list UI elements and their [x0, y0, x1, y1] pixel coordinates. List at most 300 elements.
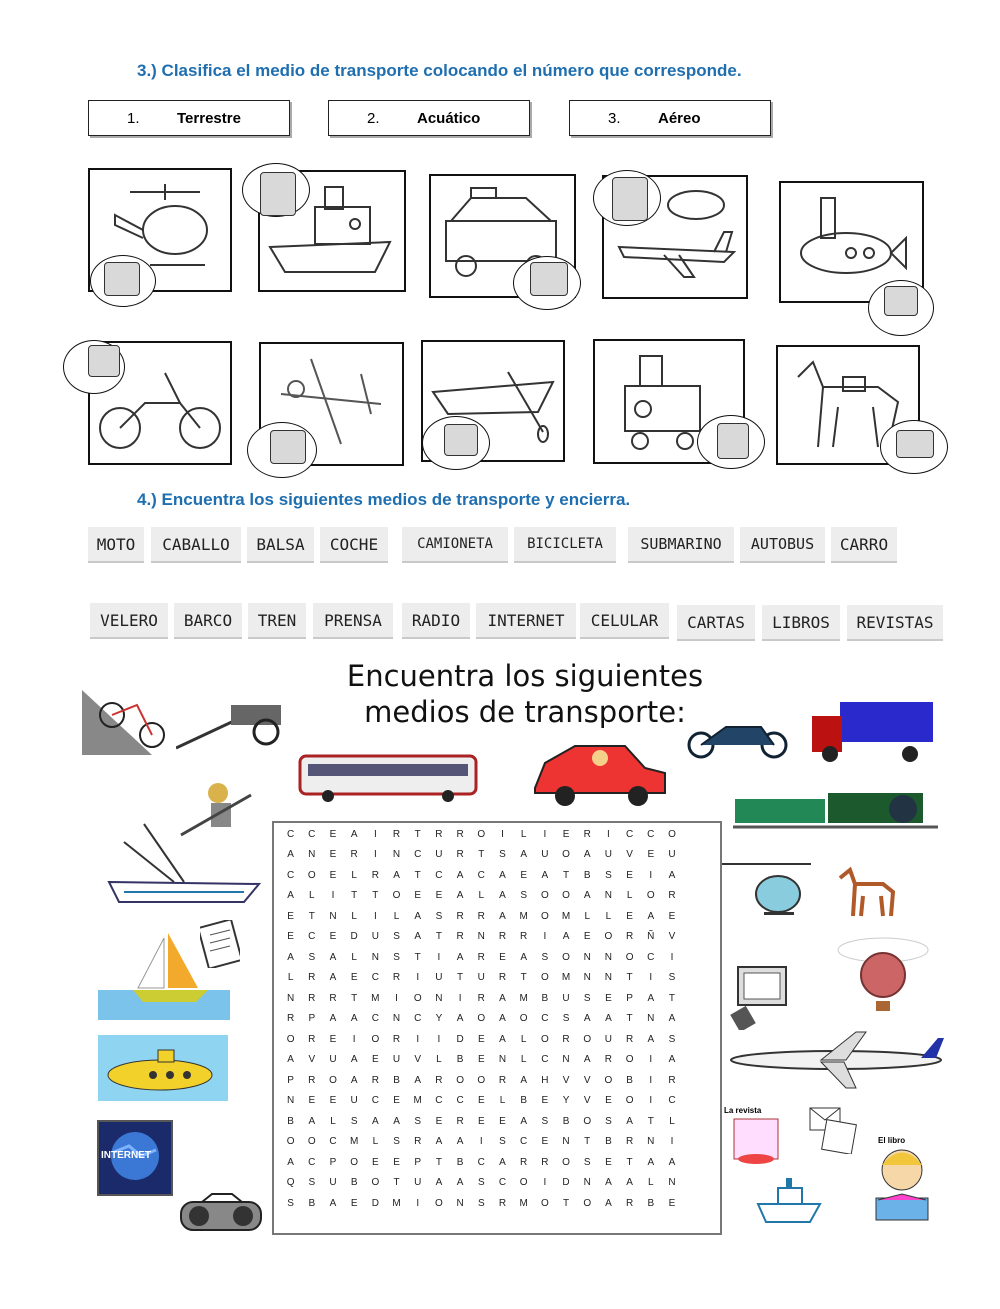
grid-cell[interactable]: T	[584, 1136, 591, 1148]
grid-cell[interactable]: R	[477, 992, 485, 1004]
grid-cell[interactable]: A	[456, 1136, 464, 1148]
grid-cell[interactable]: N	[286, 992, 295, 1004]
grid-cell[interactable]: I	[649, 1095, 653, 1107]
grid-cell[interactable]: O	[625, 951, 634, 963]
grid-cell[interactable]: R	[583, 828, 591, 840]
grid-cell[interactable]: L	[605, 910, 612, 922]
grid-cell[interactable]: N	[668, 1177, 676, 1189]
grid-cell[interactable]: E	[329, 828, 337, 840]
grid-cell[interactable]: R	[625, 931, 634, 943]
grid-cell[interactable]: T	[562, 1197, 570, 1209]
grid-cell[interactable]: R	[456, 910, 464, 922]
grid-cell[interactable]: P	[414, 1156, 422, 1168]
grid-cell[interactable]: S	[499, 849, 506, 861]
grid-cell[interactable]: U	[435, 972, 443, 984]
grid-cell[interactable]: A	[435, 1177, 443, 1189]
grid-cell[interactable]: L	[351, 910, 357, 922]
grid-cell[interactable]: O	[519, 1177, 528, 1189]
grid-cell[interactable]: S	[605, 1115, 612, 1127]
grid-cell[interactable]: R	[350, 849, 358, 861]
grid-cell[interactable]: N	[456, 1197, 464, 1209]
grid-cell[interactable]: R	[456, 849, 464, 861]
grid-cell[interactable]: O	[540, 1033, 549, 1045]
grid-cell[interactable]: I	[501, 828, 504, 840]
grid-cell[interactable]: B	[541, 992, 549, 1004]
grid-cell[interactable]: S	[393, 1136, 400, 1148]
grid-cell[interactable]: D	[371, 1197, 379, 1209]
grid-cell[interactable]: T	[626, 1013, 633, 1025]
grid-cell[interactable]: R	[371, 869, 379, 881]
grid-cell[interactable]: A	[647, 992, 655, 1004]
grid-cell[interactable]: R	[520, 1156, 528, 1168]
grid-cell[interactable]: L	[669, 1115, 675, 1127]
grid-cell[interactable]: R	[668, 890, 676, 902]
grid-cell[interactable]: C	[520, 1136, 528, 1148]
grid-cell[interactable]: O	[562, 1156, 570, 1168]
answer-box-motorcycle[interactable]	[88, 345, 120, 377]
grid-cell[interactable]: R	[308, 992, 316, 1004]
grid-cell[interactable]: I	[458, 992, 462, 1004]
grid-cell[interactable]: S	[435, 910, 443, 922]
grid-cell[interactable]: A	[287, 890, 294, 902]
grid-cell[interactable]: V	[562, 1074, 570, 1086]
grid-cell[interactable]: R	[456, 931, 464, 943]
grid-cell[interactable]: L	[351, 951, 357, 963]
grid-cell[interactable]: E	[499, 951, 506, 963]
grid-cell[interactable]: A	[520, 1074, 527, 1086]
grid-cell[interactable]: C	[541, 1013, 549, 1025]
grid-cell[interactable]: E	[329, 1033, 337, 1045]
grid-cell[interactable]: S	[350, 1115, 358, 1127]
grid-cell[interactable]: R	[498, 1197, 507, 1209]
grid-cell[interactable]: N	[308, 849, 316, 861]
grid-cell[interactable]: U	[604, 1033, 613, 1045]
answer-box-boat[interactable]	[260, 172, 296, 216]
grid-cell[interactable]: L	[584, 910, 590, 922]
grid-cell[interactable]: R	[477, 951, 485, 963]
grid-cell[interactable]: T	[520, 972, 527, 984]
grid-cell[interactable]: A	[372, 1115, 379, 1127]
grid-cell[interactable]: L	[499, 1095, 506, 1107]
grid-cell[interactable]: R	[456, 828, 464, 840]
grid-cell[interactable]: R	[392, 828, 401, 840]
grid-cell[interactable]: U	[371, 931, 379, 943]
grid-cell[interactable]: A	[668, 1054, 676, 1066]
grid-cell[interactable]: A	[626, 1177, 633, 1189]
grid-cell[interactable]: B	[520, 1095, 527, 1107]
grid-cell[interactable]: T	[393, 1177, 400, 1189]
grid-cell[interactable]: E	[414, 890, 422, 902]
grid-cell[interactable]: I	[649, 1054, 653, 1066]
grid-cell[interactable]: B	[626, 1074, 633, 1086]
grid-cell[interactable]: R	[308, 1074, 316, 1086]
grid-cell[interactable]: R	[392, 1033, 401, 1045]
grid-cell[interactable]: N	[498, 1054, 507, 1066]
grid-cell[interactable]: S	[541, 951, 549, 963]
grid-cell[interactable]: M	[519, 1197, 528, 1209]
grid-cell[interactable]: M	[561, 910, 571, 922]
grid-cell[interactable]: A	[583, 1054, 591, 1066]
answer-box-rowboat[interactable]	[444, 424, 478, 456]
grid-cell[interactable]: A	[350, 828, 358, 840]
grid-cell[interactable]: L	[626, 890, 633, 902]
grid-cell[interactable]: A	[499, 910, 506, 922]
grid-cell[interactable]: A	[435, 1136, 443, 1148]
grid-cell[interactable]: A	[647, 1156, 655, 1168]
grid-cell[interactable]: V	[583, 1074, 591, 1086]
answer-box-helicopter[interactable]	[104, 262, 140, 296]
grid-cell[interactable]: I	[649, 869, 653, 881]
grid-cell[interactable]: B	[456, 1156, 464, 1168]
grid-cell[interactable]: O	[477, 1013, 486, 1025]
grid-cell[interactable]: A	[583, 1013, 591, 1025]
grid-cell[interactable]: S	[583, 992, 591, 1004]
grid-cell[interactable]: E	[372, 1156, 379, 1168]
grid-cell[interactable]: O	[477, 828, 486, 840]
grid-cell[interactable]: O	[371, 1177, 380, 1189]
grid-cell[interactable]: T	[626, 972, 633, 984]
grid-cell[interactable]: A	[583, 890, 591, 902]
grid-cell[interactable]: O	[646, 890, 655, 902]
grid-cell[interactable]: U	[350, 1095, 358, 1107]
grid-cell[interactable]: I	[437, 951, 441, 963]
grid-cell[interactable]: E	[647, 849, 655, 861]
grid-cell[interactable]: O	[329, 1074, 337, 1086]
grid-cell[interactable]: R	[625, 1197, 634, 1209]
grid-cell[interactable]: R	[668, 1074, 676, 1086]
grid-cell[interactable]: O	[540, 890, 549, 902]
grid-cell[interactable]: U	[329, 1177, 337, 1189]
grid-cell[interactable]: O	[477, 1074, 486, 1086]
grid-cell[interactable]: L	[351, 869, 357, 881]
grid-cell[interactable]: S	[668, 1033, 676, 1045]
grid-cell[interactable]: T	[457, 972, 464, 984]
grid-cell[interactable]: P	[626, 992, 633, 1004]
grid-cell[interactable]: A	[287, 1156, 294, 1168]
grid-cell[interactable]: A	[329, 972, 337, 984]
grid-cell[interactable]: O	[583, 1197, 592, 1209]
grid-cell[interactable]: E	[541, 1136, 549, 1148]
grid-cell[interactable]: C	[668, 1095, 676, 1107]
grid-cell[interactable]: A	[287, 1054, 294, 1066]
grid-cell[interactable]: A	[287, 951, 294, 963]
grid-cell[interactable]: V	[626, 849, 633, 861]
grid-cell[interactable]: S	[668, 972, 676, 984]
grid-cell[interactable]: P	[329, 1156, 337, 1168]
grid-cell[interactable]: S	[477, 1197, 485, 1209]
grid-cell[interactable]: A	[329, 951, 337, 963]
grid-cell[interactable]: O	[562, 951, 570, 963]
grid-cell[interactable]: N	[392, 849, 401, 861]
grid-cell[interactable]: C	[647, 951, 655, 963]
grid-cell[interactable]: L	[648, 1177, 654, 1189]
grid-cell[interactable]: E	[583, 931, 591, 943]
answer-box-train[interactable]	[717, 423, 749, 459]
grid-cell[interactable]: T	[308, 910, 315, 922]
grid-cell[interactable]: C	[435, 869, 443, 881]
answer-box-taxi[interactable]	[530, 262, 568, 296]
grid-cell[interactable]: C	[498, 1177, 507, 1189]
grid-cell[interactable]: S	[414, 1115, 422, 1127]
grid-cell[interactable]: P	[287, 1074, 294, 1086]
grid-cell[interactable]: C	[308, 1156, 316, 1168]
grid-cell[interactable]: M	[349, 1136, 359, 1148]
grid-cell[interactable]: E	[626, 910, 633, 922]
grid-cell[interactable]: E	[329, 869, 337, 881]
answer-box-propeller-plane[interactable]	[270, 430, 306, 464]
grid-cell[interactable]: E	[499, 1115, 506, 1127]
grid-cell[interactable]: A	[393, 869, 400, 881]
grid-cell[interactable]: U	[414, 1177, 422, 1189]
grid-cell[interactable]: A	[583, 849, 591, 861]
grid-cell[interactable]: L	[330, 1115, 336, 1127]
grid-cell[interactable]: D	[562, 1177, 570, 1189]
grid-cell[interactable]: T	[414, 828, 421, 840]
grid-cell[interactable]: I	[416, 1197, 420, 1209]
grid-cell[interactable]: E	[562, 828, 570, 840]
grid-cell[interactable]: B	[605, 1136, 612, 1148]
grid-cell[interactable]: E	[435, 1115, 443, 1127]
grid-cell[interactable]: A	[499, 1013, 506, 1025]
grid-cell[interactable]: T	[351, 890, 358, 902]
answer-box-airplane[interactable]	[612, 177, 648, 221]
grid-cell[interactable]: E	[605, 1095, 612, 1107]
grid-cell[interactable]: I	[373, 910, 377, 922]
grid-cell[interactable]: S	[477, 1177, 485, 1189]
grid-cell[interactable]: B	[562, 1115, 570, 1127]
grid-cell[interactable]: O	[540, 1197, 549, 1209]
grid-cell[interactable]: B	[308, 1197, 316, 1209]
grid-cell[interactable]: A	[414, 931, 422, 943]
grid-cell[interactable]: E	[329, 849, 337, 861]
grid-cell[interactable]: C	[371, 1013, 379, 1025]
grid-cell[interactable]: R	[286, 1013, 295, 1025]
grid-cell[interactable]: S	[308, 951, 316, 963]
grid-cell[interactable]: A	[350, 1013, 358, 1025]
grid-cell[interactable]: C	[371, 972, 379, 984]
grid-cell[interactable]: A	[456, 951, 464, 963]
grid-cell[interactable]: C	[286, 828, 295, 840]
grid-cell[interactable]: T	[435, 931, 442, 943]
grid-cell[interactable]: E	[393, 1095, 400, 1107]
grid-cell[interactable]: O	[286, 1033, 295, 1045]
grid-cell[interactable]: D	[350, 931, 358, 943]
grid-cell[interactable]: L	[309, 890, 315, 902]
grid-cell[interactable]: M	[561, 972, 571, 984]
grid-cell[interactable]: A	[393, 1115, 400, 1127]
grid-cell[interactable]: B	[350, 1177, 358, 1189]
grid-cell[interactable]: O	[583, 1033, 592, 1045]
grid-cell[interactable]: N	[562, 1136, 570, 1148]
grid-cell[interactable]: R	[498, 1074, 507, 1086]
grid-cell[interactable]: S	[287, 1197, 294, 1209]
grid-cell[interactable]: U	[435, 849, 443, 861]
grid-cell[interactable]: O	[540, 910, 549, 922]
grid-cell[interactable]: C	[371, 1095, 379, 1107]
grid-cell[interactable]: I	[373, 849, 377, 861]
grid-cell[interactable]: V	[414, 1054, 422, 1066]
grid-cell[interactable]: A	[329, 1197, 337, 1209]
grid-cell[interactable]: C	[456, 1095, 464, 1107]
grid-cell[interactable]: A	[456, 1013, 464, 1025]
grid-cell[interactable]: O	[286, 1136, 295, 1148]
grid-cell[interactable]: B	[456, 1054, 464, 1066]
grid-cell[interactable]: A	[541, 869, 549, 881]
grid-cell[interactable]: E	[308, 1095, 316, 1107]
grid-cell[interactable]: A	[605, 1197, 612, 1209]
grid-cell[interactable]: A	[287, 849, 294, 861]
grid-cell[interactable]: C	[286, 869, 295, 881]
grid-cell[interactable]: O	[307, 869, 316, 881]
grid-cell[interactable]: R	[604, 1054, 613, 1066]
grid-cell[interactable]: A	[605, 1177, 612, 1189]
grid-cell[interactable]: E	[287, 910, 294, 922]
grid-cell[interactable]: A	[647, 910, 655, 922]
grid-cell[interactable]: A	[329, 1013, 337, 1025]
grid-cell[interactable]: R	[308, 972, 316, 984]
grid-cell[interactable]: E	[393, 1156, 400, 1168]
grid-cell[interactable]: E	[668, 910, 676, 922]
grid-cell[interactable]: L	[393, 910, 400, 922]
grid-cell[interactable]: A	[647, 1033, 655, 1045]
grid-cell[interactable]: N	[604, 972, 613, 984]
grid-cell[interactable]: T	[414, 951, 421, 963]
grid-cell[interactable]: L	[520, 1033, 527, 1045]
grid-cell[interactable]: I	[437, 1033, 441, 1045]
grid-cell[interactable]: E	[329, 1095, 337, 1107]
grid-cell[interactable]: M	[413, 1095, 422, 1107]
grid-cell[interactable]: B	[583, 869, 591, 881]
grid-cell[interactable]: E	[477, 1033, 485, 1045]
answer-box-submarine[interactable]	[884, 286, 918, 316]
grid-cell[interactable]: A	[499, 1033, 506, 1045]
grid-cell[interactable]: S	[583, 1156, 591, 1168]
grid-cell[interactable]: S	[541, 1115, 549, 1127]
grid-cell[interactable]: E	[668, 1197, 676, 1209]
grid-cell[interactable]: L	[436, 1054, 442, 1066]
grid-cell[interactable]: A	[626, 1115, 633, 1127]
grid-cell[interactable]: A	[668, 869, 676, 881]
grid-cell[interactable]: U	[477, 972, 485, 984]
grid-cell[interactable]: L	[287, 972, 294, 984]
grid-cell[interactable]: A	[499, 992, 506, 1004]
grid-cell[interactable]: E	[605, 1156, 612, 1168]
grid-cell[interactable]: E	[435, 890, 443, 902]
grid-cell[interactable]: R	[392, 972, 401, 984]
grid-cell[interactable]: T	[435, 1156, 442, 1168]
grid-cell[interactable]: O	[413, 992, 422, 1004]
grid-cell[interactable]: I	[543, 931, 547, 943]
grid-cell[interactable]: A	[668, 1013, 676, 1025]
grid-cell[interactable]: M	[519, 992, 528, 1004]
grid-cell[interactable]: I	[373, 828, 377, 840]
grid-cell[interactable]: B	[647, 1197, 655, 1209]
grid-cell[interactable]: R	[435, 828, 443, 840]
grid-cell[interactable]: N	[647, 1013, 655, 1025]
grid-cell[interactable]: A	[456, 869, 464, 881]
grid-cell[interactable]: S	[562, 1013, 570, 1025]
grid-cell[interactable]: C	[329, 1136, 337, 1148]
grid-cell[interactable]: A	[499, 890, 506, 902]
grid-cell[interactable]: I	[416, 972, 420, 984]
grid-cell[interactable]: A	[414, 910, 422, 922]
grid-cell[interactable]: C	[541, 1054, 549, 1066]
grid-cell[interactable]: R	[435, 1074, 443, 1086]
grid-cell[interactable]: A	[350, 1054, 358, 1066]
grid-cell[interactable]: N	[647, 1136, 655, 1148]
grid-cell[interactable]: I	[670, 951, 674, 963]
grid-cell[interactable]: L	[478, 890, 485, 902]
grid-cell[interactable]: C	[647, 828, 655, 840]
grid-cell[interactable]: U	[604, 849, 613, 861]
grid-cell[interactable]: S	[308, 1177, 316, 1189]
grid-cell[interactable]: N	[477, 931, 485, 943]
grid-cell[interactable]: T	[372, 890, 379, 902]
grid-cell[interactable]: Y	[435, 1013, 443, 1025]
grid-cell[interactable]: L	[520, 828, 527, 840]
grid-cell[interactable]: E	[477, 1115, 485, 1127]
grid-cell[interactable]: Y	[562, 1095, 570, 1107]
grid-cell[interactable]: M	[392, 1197, 401, 1209]
grid-cell[interactable]: V	[668, 931, 676, 943]
grid-cell[interactable]: E	[350, 1197, 358, 1209]
grid-cell[interactable]: R	[625, 1033, 634, 1045]
grid-cell[interactable]: T	[478, 849, 485, 861]
grid-cell[interactable]: N	[604, 890, 613, 902]
grid-cell[interactable]: I	[670, 1136, 674, 1148]
grid-cell[interactable]: I	[395, 992, 398, 1004]
grid-cell[interactable]: Q	[286, 1177, 295, 1189]
grid-cell[interactable]: U	[392, 1054, 401, 1066]
grid-cell[interactable]: N	[562, 1054, 570, 1066]
grid-cell[interactable]: O	[625, 1054, 634, 1066]
grid-cell[interactable]: U	[541, 849, 549, 861]
grid-cell[interactable]: C	[414, 849, 422, 861]
grid-cell[interactable]: O	[562, 890, 570, 902]
grid-cell[interactable]: R	[625, 1136, 634, 1148]
grid-cell[interactable]: A	[668, 1156, 676, 1168]
grid-cell[interactable]: O	[625, 1095, 634, 1107]
grid-cell[interactable]: N	[583, 951, 591, 963]
grid-cell[interactable]: A	[499, 869, 506, 881]
grid-cell[interactable]: N	[583, 972, 591, 984]
grid-cell[interactable]: S	[520, 890, 527, 902]
grid-cell[interactable]: C	[477, 1156, 485, 1168]
grid-cell[interactable]: C	[308, 828, 316, 840]
grid-cell[interactable]: N	[435, 992, 443, 1004]
grid-cell[interactable]: E	[605, 992, 612, 1004]
grid-cell[interactable]: E	[372, 1054, 379, 1066]
grid-cell[interactable]: O	[307, 1136, 316, 1148]
grid-cell[interactable]: D	[456, 1033, 464, 1045]
grid-cell[interactable]: I	[352, 1033, 356, 1045]
grid-cell[interactable]: R	[498, 972, 507, 984]
grid-cell[interactable]: E	[541, 1095, 549, 1107]
grid-cell[interactable]: O	[668, 828, 676, 840]
grid-cell[interactable]: O	[604, 1074, 613, 1086]
grid-cell[interactable]: O	[350, 1156, 359, 1168]
grid-cell[interactable]: A	[414, 1074, 422, 1086]
grid-cell[interactable]: T	[626, 1156, 633, 1168]
grid-cell[interactable]: A	[456, 890, 464, 902]
grid-cell[interactable]: N	[604, 951, 613, 963]
grid-cell[interactable]: E	[477, 1054, 485, 1066]
grid-cell[interactable]: R	[477, 910, 485, 922]
grid-cell[interactable]: I	[543, 1177, 547, 1189]
grid-cell[interactable]: A	[456, 1177, 464, 1189]
grid-cell[interactable]: O	[371, 1033, 380, 1045]
grid-cell[interactable]: R	[498, 931, 507, 943]
